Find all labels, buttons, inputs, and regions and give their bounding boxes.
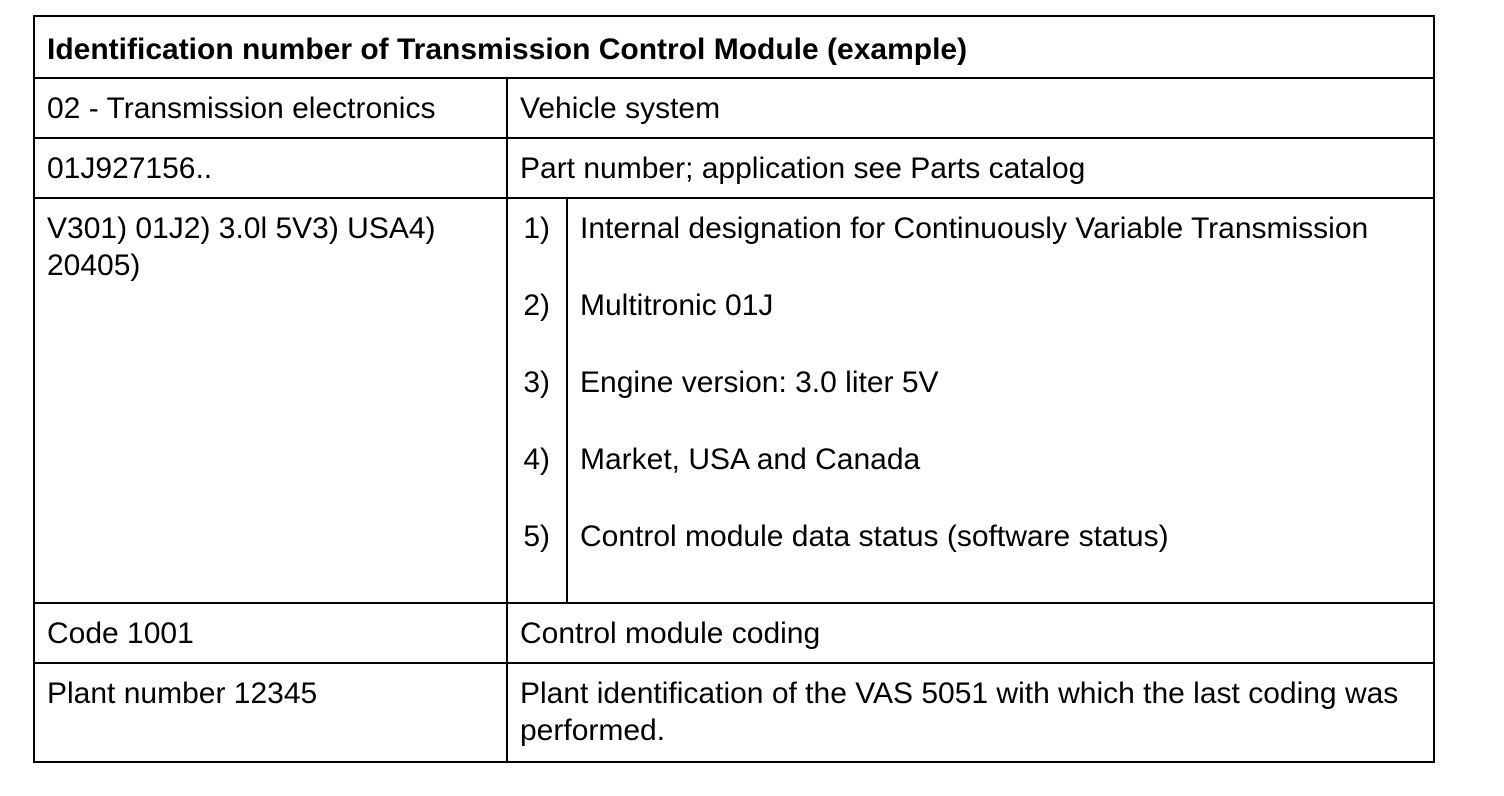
footnotes-list — [508, 199, 1433, 602]
footnote-number: 2) — [523, 289, 550, 322]
row-label-identifier: V301) 01J2) 3.0l 5V3) USA4) 20405) — [47, 212, 436, 282]
footnote-number: 1) — [523, 212, 550, 245]
label-cell — [34, 198, 507, 603]
description-cell — [507, 138, 1434, 198]
row-label-plant-number: Plant number 12345 — [47, 677, 318, 710]
row-label-part-number: 01J927156.. — [47, 152, 213, 185]
row-description-vehicle-system: Vehicle system — [520, 92, 721, 125]
row-description-coding: Control module coding — [520, 617, 821, 650]
table-row — [34, 663, 1434, 762]
table-header-row — [34, 16, 1434, 78]
description-cell — [507, 603, 1434, 663]
footnote-texts — [568, 199, 1433, 602]
description-cell — [507, 78, 1434, 138]
table-title: Identification number of Transmission Control Module (example) — [47, 33, 968, 66]
row-description-part-number: Part number; application see Parts catalog — [520, 152, 1086, 185]
table-title-cell — [34, 16, 1434, 78]
footnote-text: Control module data status (software status) — [580, 520, 1169, 553]
table-row — [34, 138, 1434, 198]
footnote-text: Engine version: 3.0 liter 5V — [580, 366, 939, 399]
label-cell — [34, 663, 507, 762]
footnote-text: Market, USA and Canada — [580, 443, 921, 476]
row-label-coding: Code 1001 — [47, 617, 194, 650]
footnote-number: 4) — [523, 443, 550, 476]
table-row — [34, 198, 1434, 603]
footnotes-cell — [507, 198, 1434, 603]
footnote-number: 5) — [523, 520, 550, 553]
label-cell — [34, 138, 507, 198]
identification-table — [33, 15, 1435, 763]
description-cell — [507, 663, 1434, 762]
table-row — [34, 603, 1434, 663]
table-row — [34, 78, 1434, 138]
label-cell — [34, 603, 507, 663]
footnote-text: Internal designation for Continuously Variable Transmission — [580, 212, 1369, 245]
footnote-number: 3) — [523, 366, 550, 399]
footnote-numbers — [508, 199, 568, 602]
row-description-plant-number: Plant identification of the VAS 5051 with which the last coding was performed. — [520, 677, 1399, 747]
footnote-text: Multitronic 01J — [580, 289, 774, 322]
label-cell — [34, 78, 507, 138]
row-label-vehicle-system: 02 - Transmission electronics — [47, 92, 436, 125]
